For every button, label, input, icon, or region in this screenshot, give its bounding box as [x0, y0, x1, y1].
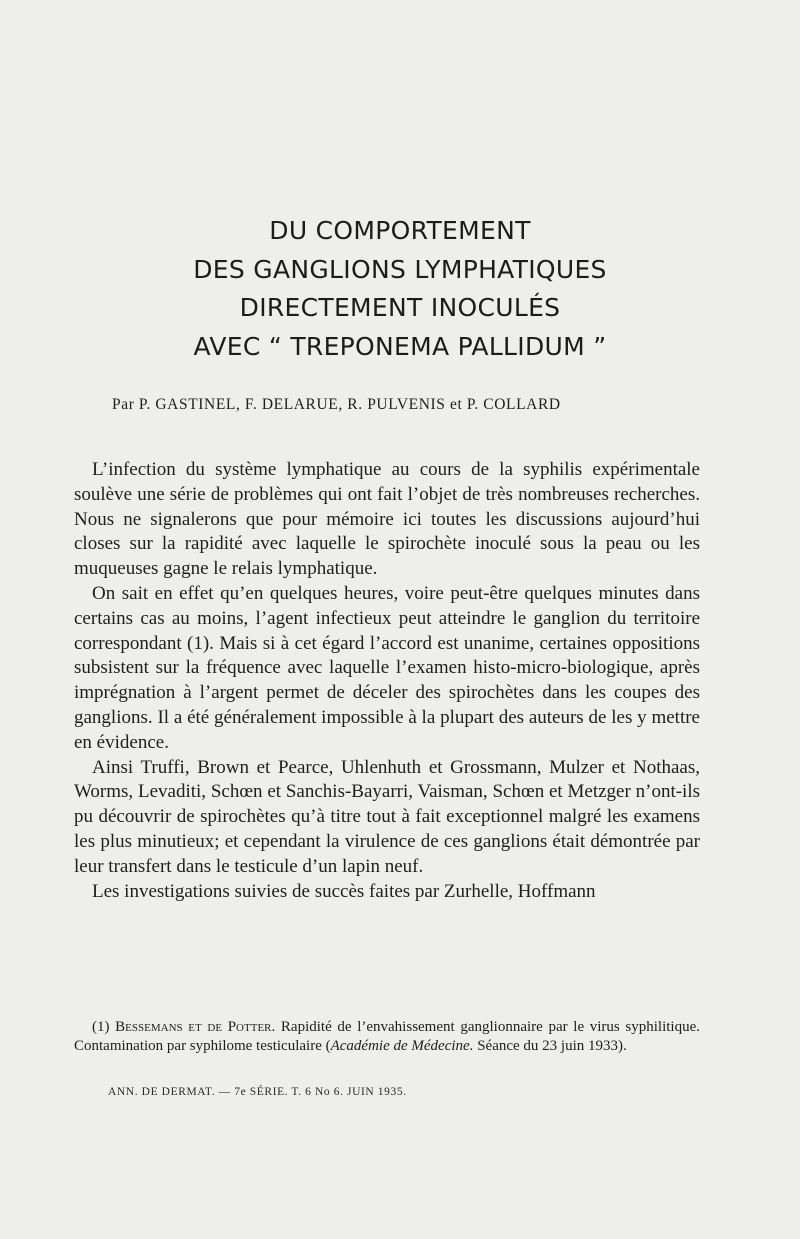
footnote-journal: Académie de Médecine. — [330, 1038, 474, 1054]
paragraph: Ainsi Truffi, Brown et Pearce, Uhlenhuth et Grossmann, Mulzer et Nothaas, Worms, Levaditi, Schœn et Sanchis-Bayarri, Vaisman, Schœn et Metzger n’ont-ils pu découvrir de spirochètes qu’à titre tout à fait exceptionnel malgré les examens les plus minutieux; et cependant la virulence de ces ganglions était démontrée par leur transfert dans le testicule d’un lapin neuf. — [74, 756, 700, 877]
paragraph: Les investigations suivies de succès faites par Zurhelle, Hoffmann — [92, 880, 596, 902]
footnote-text: Rapidité de l’envahissement ganglionnaire par le virus syphilitique. Contamination par syphilome testiculaire ( — [74, 1019, 701, 1054]
paragraph: L’infection du système lymphatique au cours de la syphilis expérimentale soulève une série de problèmes qui ont fait l’objet de très nombreuses recherches. Nous ne signalerons que pour mémoire ici toutes les discussions aujourd’hui closes sur la rapidité avec laquelle le spirochète inoculé sous la peau ou les muqueuses gagne le relais lymphatique. — [74, 459, 700, 580]
paragraph: On sait en effet qu’en quelques heures, voire peut-être quelques minutes dans certains cas au moins, l’agent infectieux peut atteindre le ganglion du territoire correspondant (1). Mais si à cet égard l’accord est unanime, certaines oppositions subsistent sur la fréquence avec laquelle l’examen histo-micro-biologique, après imprégnation à l’argent permet de déceler des spirochètes dans les coupes des ganglions. Il a été généralement impossible à la plupart des auteurs de les y mettre en évidence. — [74, 582, 700, 753]
footnote-text-end: Séance du 23 juin 1933). — [473, 1038, 627, 1054]
footnote — [74, 1018, 700, 1056]
title-line: DU COMPORTEMENT — [269, 216, 531, 245]
footnote-marker: (1) — [92, 1019, 110, 1035]
footnote-authors: Bessemans et de Potter. — [115, 1019, 276, 1035]
article-body — [74, 458, 700, 904]
article-title — [0, 212, 800, 366]
title-line: DES GANGLIONS LYMPHATIQUES — [193, 254, 607, 284]
author-line: Par P. GASTINEL, F. DELARUE, R. PULVENIS et P. COLLARD — [112, 396, 561, 413]
running-footer: ANN. DE DERMAT. — 7e SÉRIE. T. 6 No 6. JUIN 1935. — [108, 1086, 407, 1098]
title-line: AVEC “ TREPONEMA PALLIDUM ” — [193, 331, 607, 361]
title-line: DIRECTEMENT INOCULÉS — [239, 293, 561, 322]
